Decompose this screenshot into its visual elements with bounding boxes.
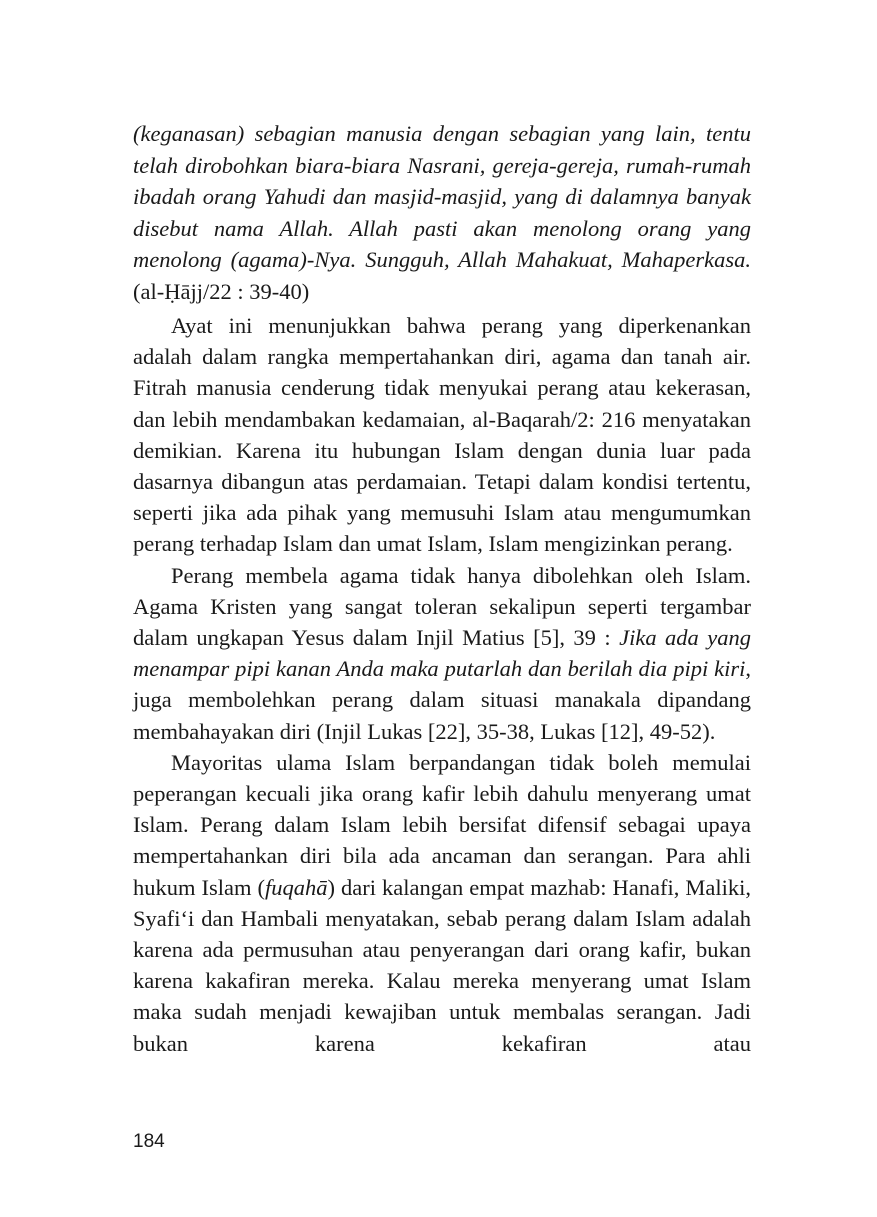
paragraph-3-text-a: Mayoritas ulama Islam berpandangan tidak boleh memulai peperangan kecuali jika orang kafir lebih dahulu menyerang umat Islam. Perang dalam Islam lebih bersifat difensif sebagai upaya mempertahankan diri bila ada ancaman dan serangan. Para ahli hukum Islam ( [133, 749, 751, 900]
paragraph-2-text-a: Perang membela agama tidak hanya dibolehkan oleh Islam. Agama Kristen yang sangat toleran sekalipun seperti tergambar dalam ungkapan Yesus dalam Injil Matius [5], 39 : [133, 562, 751, 651]
paragraph-2-text-b: , juga membolehkan perang dalam situasi manakala dipandang membahayakan diri (Injil Lukas [22], 35-38, Lukas [12], 49-52). [133, 656, 751, 744]
page-number: 184 [133, 1131, 165, 1152]
quran-translation-quote [133, 118, 751, 307]
paragraph-3 [133, 747, 751, 1059]
paragraph-2 [133, 560, 751, 747]
quote-text: (keganasan) sebagian manusia dengan sebagian yang lain, tentu telah dirobohkan biara-biara Nasrani, gereja-gereja, rumah-rumah ibadah orang Yahudi dan masjid-masjid, yang di dalamnya banyak disebut nama Allah. Allah pasti akan menolong orang yang menolong (agama)-Nya. Sungguh, Allah Mahakuat, Mahaperkasa. [133, 121, 751, 272]
quote-citation: (al-Ḥājj/22 : 39-40) [133, 278, 310, 304]
paragraph-3-text-b: ) dari kalangan empat mazhab: Hanafi, Maliki, Syafi‘i dan Hambali menyatakan, sebab perang dalam Islam adalah karena ada permusuhan atau penyerangan dari orang kafir, bukan karena kakafiran mereka. Kalau mereka menyerang umat Islam maka sudah menjadi kewajiban untuk membalas serangan. Jadi bukan karena kekafiran atau [133, 874, 751, 1056]
paragraph-2-italic-quote: Jika ada yang menampar pipi kanan Anda maka putarlah dan berilah dia pipi kiri [133, 625, 751, 682]
paragraph-3-italic-term: fuqahā [265, 874, 328, 900]
paragraph-1: Ayat ini menunjukkan bahwa perang yang diperkenankan adalah dalam rangka mempertahankan diri, agama dan tanah air. Fitrah manusia cenderung tidak menyukai perang atau kekerasan, dan lebih mendambakan kedamaian, al-Baqarah/2: 216 menyatakan demikian. Karena itu hubungan Islam dengan dunia luar pada dasarnya dibangun atas perdamaian. Tetapi dalam kondisi tertentu, seperti jika ada pihak yang memusuhi Islam atau mengumumkan perang terhadap Islam dan umat Islam, Islam mengizinkan perang. [133, 313, 751, 557]
body-text [133, 310, 751, 1059]
